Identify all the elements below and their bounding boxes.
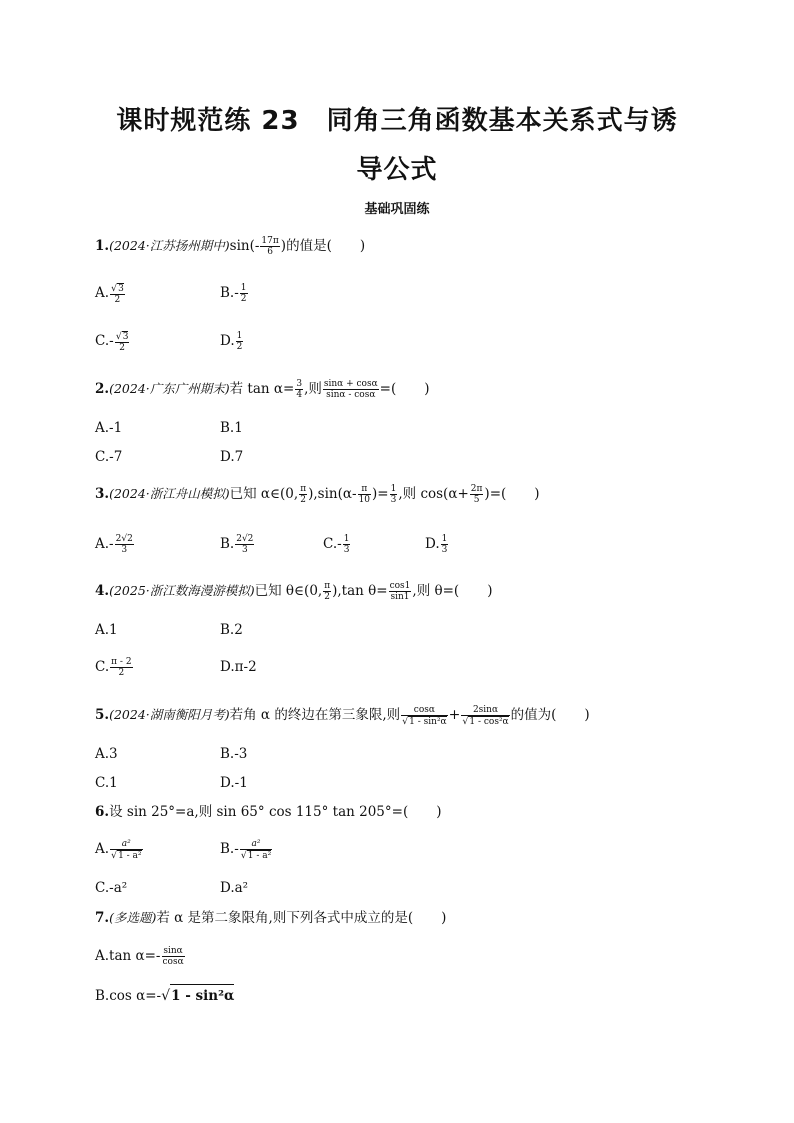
question-5: 5.(2024·湖南衡阳月考)若角 α 的终边在第三象限,则 $\frac{\cos\alpha}{\text{√1 - sin²α}}$ + $\frac{2\sin\alpha}{\text{√1 - cos²α}}$ 的值为( ): [95, 704, 590, 727]
option-6a[interactable]: A. $\frac{\text{a²}}{\text{√1 - a²}}$: [95, 838, 142, 861]
option-5b[interactable]: B.-3: [220, 746, 248, 762]
option-1d[interactable]: D. $\frac{1}{2}$: [220, 331, 243, 352]
option-1a[interactable]: A. $\frac{√3}{2}$: [95, 282, 124, 305]
option-3a[interactable]: A.- $\frac{2√2}{3}$: [95, 534, 133, 555]
section-heading: 基础巩固练: [364, 202, 430, 217]
page-title: 课时规范练 23 同角三角函数基本关系式与诱: [116, 106, 678, 136]
question-1: 1.(2024·江苏扬州期中)sin(- $\frac{17\pi}{6}$ )的值是( ): [95, 236, 366, 257]
option-5c[interactable]: C.1: [95, 775, 118, 791]
question-7: 7.(多选题)若 α 是第二象限角,则下列各式中成立的是( ): [95, 910, 447, 926]
option-2b[interactable]: B.1: [220, 420, 243, 436]
option-3b[interactable]: B. $\frac{2√2}{3}$: [220, 534, 254, 555]
option-4d[interactable]: D.π-2: [220, 659, 257, 675]
option-2c[interactable]: C.-7: [95, 449, 123, 465]
option-2d[interactable]: D.7: [220, 449, 244, 465]
option-1b[interactable]: B.- $\frac{1}{2}$: [220, 283, 247, 304]
option-6c[interactable]: C.-a²: [95, 880, 128, 896]
option-3c[interactable]: C.- $\frac{1}{3}$: [323, 534, 350, 555]
option-7b[interactable]: B.cos α=-√1 - sin²α: [95, 984, 234, 1007]
option-1c[interactable]: C.- $\frac{√3}{2}$: [95, 330, 129, 353]
question-2: 2.(2024·广东广州期末)若 tan α= $\frac{3}{4}$ ,则 $\frac{\sin\alpha + \cos\alpha}{\sin\alpha - \cos\alpha}$ =( ): [95, 379, 430, 400]
question-3: 3.(2024·浙江舟山模拟)已知 α∈(0, $\frac{\pi}{2}$ ),sin(α- $\frac{\pi}{10}$ )= $\frac{1}{3}$ ,则 cos(α+ $\frac{2\pi}{5}$ )=( ): [95, 484, 540, 505]
option-6b[interactable]: B.- $\frac{\text{a²}}{\text{√1 - a²}}$: [220, 838, 272, 861]
question-6: 6.设 sin 25°=a,则 sin 65° cos 115° tan 205°=( ): [95, 804, 442, 820]
page-title-continued: 导公式: [356, 155, 438, 185]
option-4b[interactable]: B.2: [220, 622, 243, 638]
option-4a[interactable]: A.1: [95, 622, 118, 638]
option-7a[interactable]: A.tan α=- $\frac{\sin\alpha}{\cos\alpha}$: [95, 946, 184, 967]
option-2a[interactable]: A.-1: [95, 420, 123, 436]
question-4: 4.(2025·浙江数海漫游模拟)已知 θ∈(0, $\frac{\pi}{2}$ ),tan θ= $\frac{\cos 1}{\sin 1}$ ,则 θ=( ): [95, 581, 493, 602]
option-4c[interactable]: C. $\frac{\pi - 2}{2}$: [95, 657, 132, 678]
option-6d[interactable]: D.a²: [220, 880, 249, 896]
option-3d[interactable]: D. $\frac{1}{3}$: [425, 534, 448, 555]
option-5a[interactable]: A.3: [95, 746, 118, 762]
option-5d[interactable]: D.-1: [220, 775, 248, 791]
